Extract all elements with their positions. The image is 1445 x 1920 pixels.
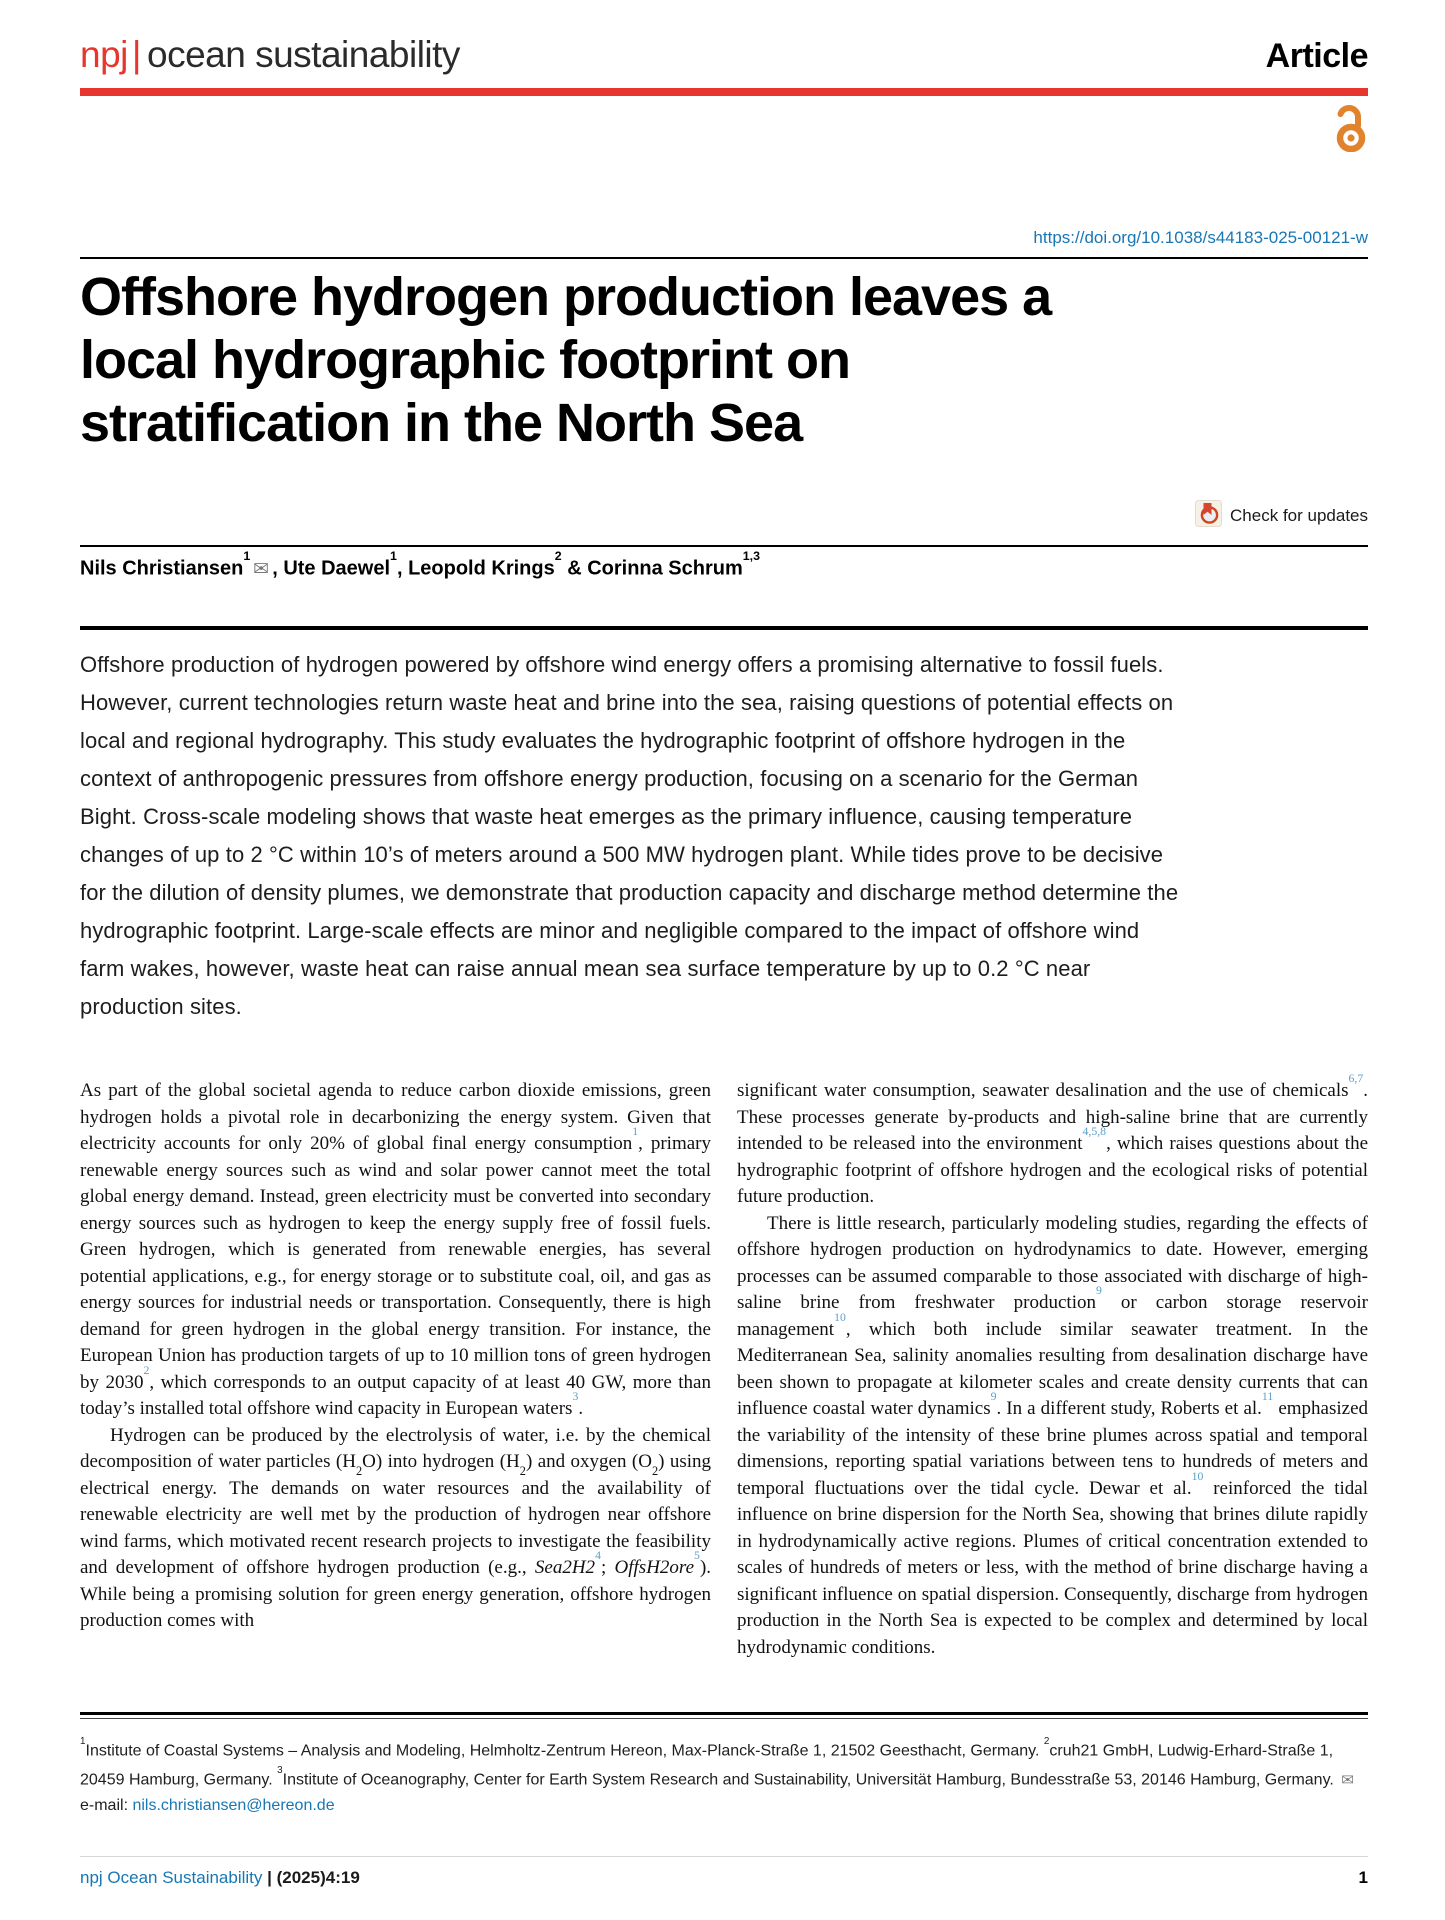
journal-logo	[80, 34, 460, 76]
body-column-left	[80, 1078, 711, 1661]
email-link[interactable]: nils.christiansen@hereon.de	[132, 1796, 335, 1814]
footer-divider	[80, 1856, 1368, 1857]
divider	[80, 626, 1368, 630]
footer-citation	[80, 1868, 360, 1888]
journal-prefix: npj	[80, 34, 128, 75]
article-title: Offshore hydrogen production leaves a local hydrographic footprint on stratification in the North Sea	[80, 267, 1052, 453]
divider	[80, 257, 1368, 259]
check-for-updates-button[interactable]	[1195, 500, 1368, 532]
footer-volume-issue: (2025)4:19	[276, 1868, 360, 1887]
footer-separator: |	[267, 1868, 277, 1887]
page-number: 1	[1358, 1868, 1368, 1887]
crossmark-icon	[1195, 500, 1222, 532]
body-paragraph: As part of the global societal agenda to reduce carbon dioxide emissions, green hydrogen holds a pivotal role in decarbonizing the energy system. Given that electricity accounts for only 20% of global final energy consumption$^1$, primary renewable energy sources such as wind and solar power cannot meet the total global energy demand. Instead, green electricity must be converted into secondary energy sources such as hydrogen to keep the energy supply free of fossil fuels. Green hydrogen, which is generated from renewable energies, has several potential applications, e.g., for energy storage or to substitute coal, oil, and gas as energy sources for industrial needs or transportation. Consequently, there is high demand for green hydrogen in the global energy transition. For instance, the European Union has production targets of up to 10 million tons of green hydrogen by 2030$^2$, which corresponds to an output capacity of at least 40 GW, more than today’s installed total offshore wind capacity in European waters$^3$.	[80, 1080, 711, 1419]
body-paragraph: significant water consumption, seawater desalination and the use of chemicals$^{6,7}$. These processes generate by-products and high-saline brine that are currently intended to be released into the environment$^{4,5,8}$, which raises questions about the hydrographic footprint of offshore hydrogen and the ecological risks of potential future production.	[737, 1072, 1368, 1207]
footnote-rule	[80, 1712, 1368, 1715]
page-footer	[80, 1868, 1368, 1888]
envelope-icon: ✉	[253, 557, 270, 580]
author-list: Nils Christiansen$^1$✉ , Ute Daewel$^1$, Leopold Krings$^2$ & Corinna Schrum$^{1,3}$	[80, 549, 761, 580]
logo-separator: |	[131, 34, 142, 75]
header-rule	[80, 88, 1368, 96]
article-type-label: Article	[1265, 37, 1368, 75]
body-paragraph: There is little research, particularly modeling studies, regarding the effects of offshore hydrogen production on hydrodynamics to date. However, emerging processes can be assumed comparable to those associated with discharge of high-saline brine from freshwater production$^9$ or carbon storage reservoir management$^{10}$, which both include similar seawater treatment. In the Mediterranean Sea, salinity anomalies resulting from desalination discharge have been shown to propagate at kilometer scales and create density currents that can influence coastal water dynamics$^9$. In a different study, Roberts et al.$^{11}$ emphasized the variability of the intensity of these brine plumes across spatial and temporal dimensions, reporting spatial variations between tens to hundreds of meters and temporal fluctuations over the tidal cycle. Dewar et al.$^{10}$ reinforced the tidal influence on brine dispersion for the North Sea, showing that brines dilute rapidly in hydrodynamically active regions. Plumes of critical concentration extended to scales of hundreds of meters or less, with the method of brine discharge having a significant influence on spatial dispersion. Consequently, discharge from hydrogen production in the North Sea is expected to be complex and determined by local hydrodynamic conditions.	[737, 1212, 1369, 1658]
check-for-updates-label: Check for updates	[1230, 506, 1368, 525]
open-access-icon	[1330, 102, 1368, 152]
envelope-icon: ✉	[1341, 1770, 1355, 1789]
doi-link[interactable]: https://doi.org/10.1038/s44183-025-00121-w	[1033, 228, 1368, 247]
body-column-right	[737, 1072, 1369, 1661]
affiliations-footnote: $^1$Institute of Coastal Systems – Analysis and Modeling, Helmholtz-Zentrum Hereon, Max-Planck-Straße 1, 21502 Geesthacht, Germany. $^2$cruh21 GmbH, Ludwig-Erhard-Straße 1, 20459 Hamburg, Germany. $^3$Institute of Oceanography, Center for Earth System Research and Sustainability, Universität Hamburg, Bundesstraße 53, 20146 Hamburg, Germany. ✉e-mail: nils.christiansen@hereon.de	[80, 1734, 1368, 1818]
body-paragraph: Hydrogen can be produced by the electrolysis of water, i.e. by the chemical decomposition of water particles $(H_2O)$ into hydrogen $(H_2)$ and oxygen $(O_2)$ using electrical energy. The demands on water resources and the availability of renewable electricity are well met by the production of hydrogen near offshore wind farms, which motivated recent research projects to investigate the feasibility and development of offshore hydrogen production (e.g., Sea2H2$^4$; OffsH2ore$^5$). While being a promising solution for green energy generation, offshore hydrogen production comes with	[80, 1424, 712, 1631]
article-body	[80, 1072, 1369, 1661]
masthead	[80, 34, 1368, 76]
journal-name: ocean sustainability	[147, 34, 460, 75]
footer-journal-link[interactable]: npj Ocean Sustainability	[80, 1868, 263, 1887]
divider	[80, 545, 1368, 547]
abstract-text: Offshore production of hydrogen powered by offshore wind energy offers a promising alternative to fossil fuels. However, current technologies return waste heat and brine into the sea, raising questions of potential effects on local and regional hydrography. This study evaluates the hydrographic footprint of offshore hydrogen in the context of anthropogenic pressures from offshore energy production, focusing on a scenario for the German Bight. Cross-scale modeling shows that waste heat emerges as the primary influence, causing temperature changes of up to 2 °C within 10’s of meters around a 500 MW hydrogen plant. While tides prove to be decisive for the dilution of density plumes, we demonstrate that production capacity and discharge method determine the hydrographic footprint. Large-scale effects are minor and negligible compared to the impact of offshore wind farm wakes, however, waste heat can raise annual mean sea surface temperature by up to 0.2 °C near production sites.	[80, 652, 1179, 1019]
footnote-rule-thin	[80, 1718, 1368, 1719]
